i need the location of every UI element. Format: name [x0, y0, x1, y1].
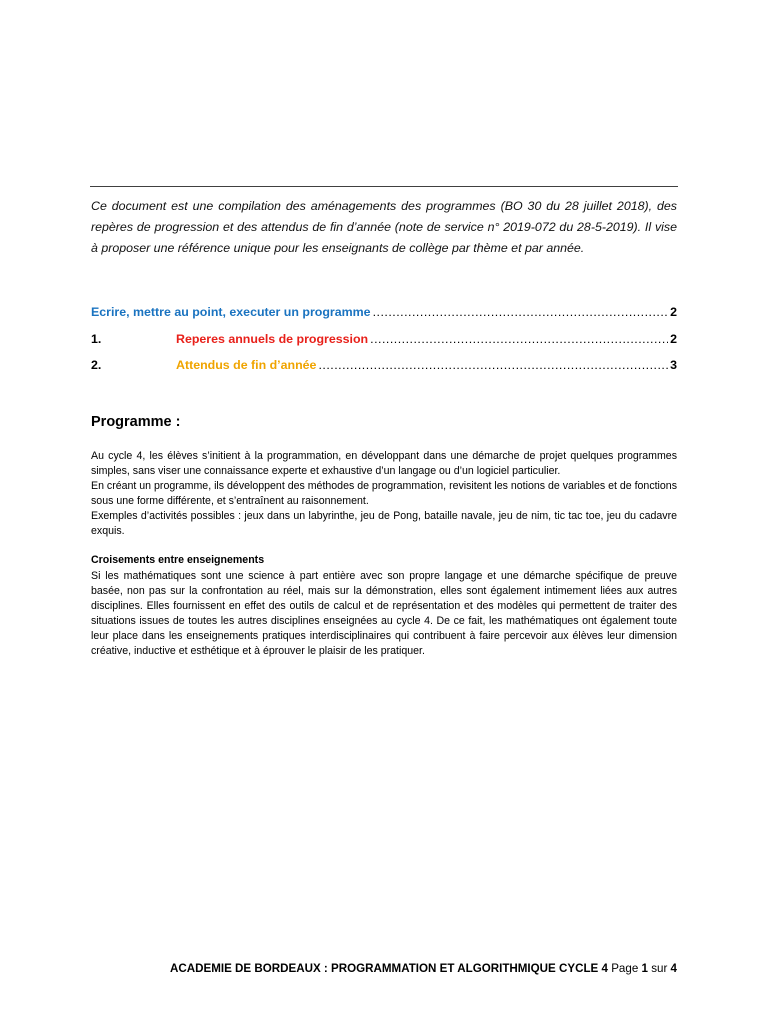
footer-title: ACADEMIE DE BORDEAUX : PROGRAMMATION ET ALGORITHMIQUE CYCLE 4	[169, 962, 608, 975]
intro-paragraph: Ce document est une compilation des aménagements des programmes (BO 30 du 28 juillet 2018), des repères de progression et des attendus de fin d’année (note de service n° 2019-072 du 28-5-2019). Il vise à proposer une référence unique pour les enseignants de collège par thème et par année.	[91, 199, 677, 255]
header-divider	[90, 186, 678, 187]
croisements-paragraph: Si les mathématiques sont une science à part entière avec son propre langage et une démarche spécifique de preuve basée, non pas sur la confrontation au réel, mais sur la démonstration, elles sont également intimement liées aux autres disciplines. Elles fournissent en effet des outils de calcul et de représentation et des modèles qui permettent de traiter des situations issues de toutes les autres disciplines enseignées au cycle 4. De ce fait, les mathématiques ont également toute leur place dans les enseignements pratiques interdisciplinaires qui contribuent à faire percevoir aux élèves leur dimension créative, inductive et esthétique et à éprouver le plaisir de les pratiquer.	[91, 570, 677, 657]
toc-leader-dots	[373, 303, 669, 321]
toc-entry-label[interactable]: Ecrire, mettre au point, executer un programme	[91, 305, 371, 319]
toc-entry-page: 3	[670, 358, 677, 372]
toc-entry-label[interactable]: Attendus de fin d’année	[176, 358, 317, 372]
toc-leader-dots	[318, 356, 668, 374]
toc-entry-number: 2.	[91, 358, 102, 372]
toc-entry[interactable]	[91, 303, 677, 321]
programme-paragraph: Exemples d’activités possibles : jeux dans un labyrinthe, jeu de Pong, bataille navale, jeu de nim, tic tac toe, jeu du cadavre exquis.	[91, 510, 677, 537]
programme-paragraph: Au cycle 4, les élèves s’initient à la programmation, en développant dans une démarche de projet quelques programmes simples, sans viser une connaissance experte et exhaustive d’un langage ou d’un logiciel particulier.	[91, 450, 677, 477]
toc-entry-number: 1.	[91, 332, 102, 346]
footer-page-word: Page	[611, 962, 639, 975]
page-footer	[170, 962, 677, 975]
toc-leader-dots	[370, 330, 668, 348]
toc-entry[interactable]	[91, 356, 677, 374]
programme-paragraph: En créant un programme, ils développent des méthodes de programmation, revisitent les notions de variables et de fonctions sous une forme différente, et s’entraînent au raisonnement.	[91, 480, 677, 507]
croisements-body	[91, 569, 677, 659]
toc-entry-page: 2	[670, 305, 677, 319]
programme-body	[91, 449, 677, 539]
footer-of-word: sur	[651, 962, 668, 975]
footer-total-pages: 4	[670, 962, 677, 975]
toc-entry-page: 2	[670, 332, 677, 346]
toc-entry[interactable]	[91, 330, 677, 348]
section-heading: Programme :	[91, 414, 181, 430]
footer-page-number: 1	[641, 962, 648, 975]
subsection-heading: Croisements entre enseignements	[91, 554, 265, 566]
toc-entry-label[interactable]: Reperes annuels de progression	[176, 332, 369, 346]
